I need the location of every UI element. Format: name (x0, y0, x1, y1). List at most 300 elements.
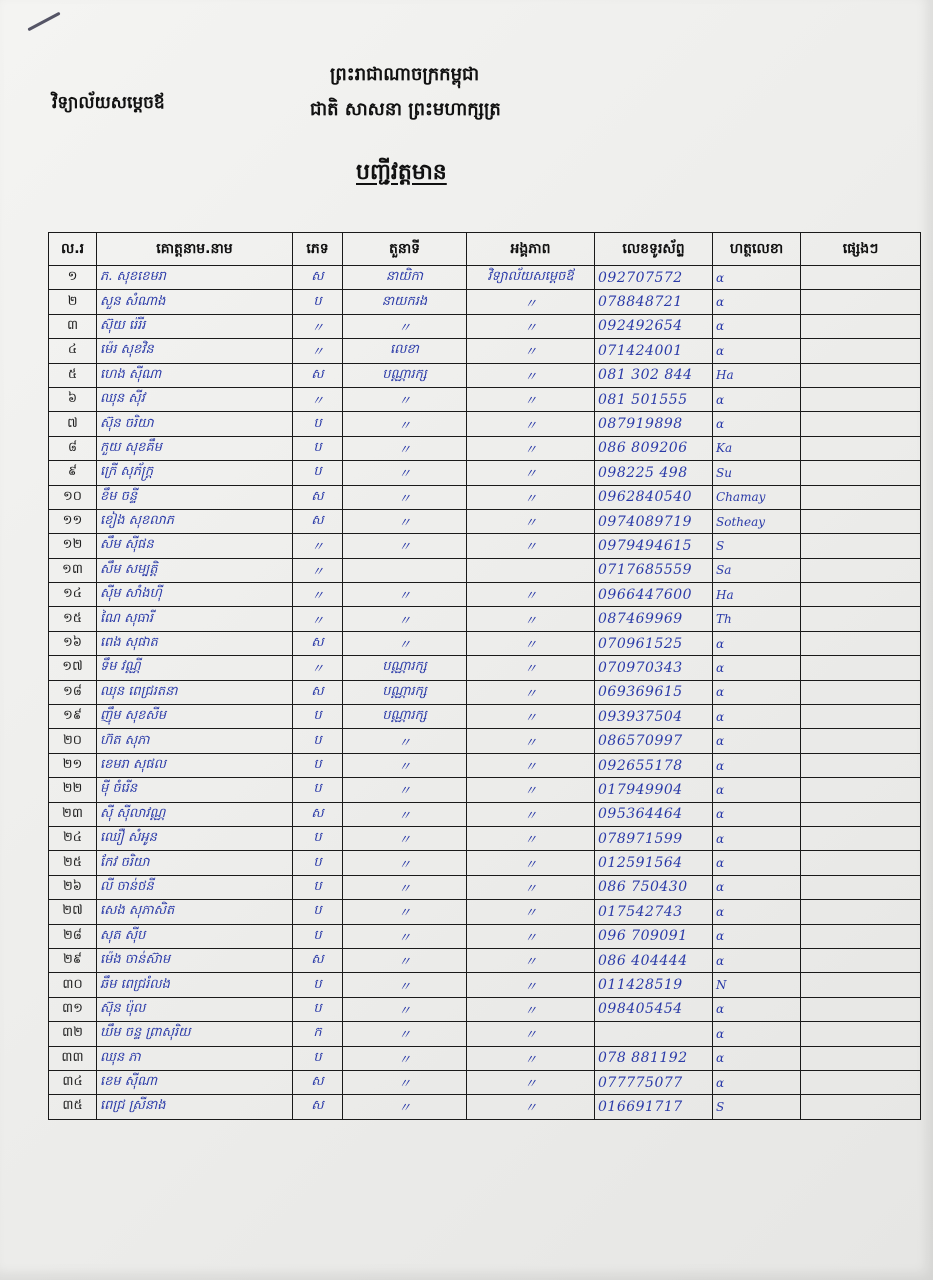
row-phone (595, 1022, 713, 1046)
row-number: ១៤ (49, 583, 97, 607)
row-other (801, 558, 921, 582)
row-name: កួយ សុខគឹម (97, 436, 293, 460)
row-role: 〃 (343, 509, 467, 533)
row-unit: 〃 (467, 436, 595, 460)
row-name: ស៊ុន ចរិយា (97, 412, 293, 436)
row-other (801, 314, 921, 338)
row-unit: 〃 (467, 363, 595, 387)
row-sex: ស (293, 363, 343, 387)
row-other (801, 485, 921, 509)
row-role: បណ្ណារក្ស (343, 363, 467, 387)
row-number: ៣២ (49, 1022, 97, 1046)
row-unit: 〃 (467, 387, 595, 411)
table-row (49, 1046, 921, 1070)
row-number: ៣៥ (49, 1095, 97, 1119)
row-unit: 〃 (467, 1070, 595, 1094)
row-role: 〃 (343, 851, 467, 875)
row-name: ឈុន ភា (97, 1046, 293, 1070)
row-phone: 078971599 (595, 826, 713, 850)
row-name: ឈឿ សំអូន (97, 826, 293, 850)
row-name: ខេម ស៊ីណា (97, 1070, 293, 1094)
row-signature: ɑ (713, 875, 801, 899)
row-sex: ស (293, 680, 343, 704)
row-sex: ប (293, 826, 343, 850)
row-number: ១០ (49, 485, 97, 509)
row-other (801, 339, 921, 363)
row-sex: 〃 (293, 534, 343, 558)
row-number: ៤ (49, 339, 97, 363)
row-other (801, 656, 921, 680)
row-sex: ស (293, 948, 343, 972)
table-row (49, 583, 921, 607)
row-role: 〃 (343, 973, 467, 997)
row-number: ១៩ (49, 705, 97, 729)
row-unit: 〃 (467, 705, 595, 729)
row-name: ម៉េរ សុខវិន (97, 339, 293, 363)
row-other (801, 363, 921, 387)
row-other (801, 534, 921, 558)
row-unit: 〃 (467, 680, 595, 704)
row-role: 〃 (343, 631, 467, 655)
row-name: សឹម ស៊ីផន (97, 534, 293, 558)
row-role: 〃 (343, 485, 467, 509)
row-sex: ប (293, 705, 343, 729)
row-sex: ស (293, 1070, 343, 1094)
row-signature: N (713, 973, 801, 997)
col-sex-header: ភេទ (293, 233, 343, 266)
row-phone: 092655178 (595, 753, 713, 777)
row-other (801, 1070, 921, 1094)
table-row (49, 363, 921, 387)
row-signature: Ha (713, 583, 801, 607)
row-unit (467, 558, 595, 582)
row-unit: 〃 (467, 656, 595, 680)
row-name: លី ចាន់ថនី (97, 875, 293, 899)
table-row (49, 680, 921, 704)
row-unit: 〃 (467, 778, 595, 802)
row-unit: 〃 (467, 631, 595, 655)
row-phone: 078 881192 (595, 1046, 713, 1070)
row-role: 〃 (343, 875, 467, 899)
row-role: លេខា (343, 339, 467, 363)
row-signature: ɑ (713, 266, 801, 290)
row-phone: 016691717 (595, 1095, 713, 1119)
row-name: ឃឹម ចន្ទ ព្រាសុរិយ (97, 1022, 293, 1046)
row-number: ១២ (49, 534, 97, 558)
table-header-row (49, 233, 921, 266)
row-number: ១ (49, 266, 97, 290)
table-row (49, 997, 921, 1021)
row-number: ២៣ (49, 802, 97, 826)
row-role: នាយករង (343, 290, 467, 314)
row-other (801, 826, 921, 850)
row-number: ២៦ (49, 875, 97, 899)
row-role: 〃 (343, 461, 467, 485)
row-name: ខេមរា សុផល (97, 753, 293, 777)
row-role: បណ្ណារក្ស (343, 656, 467, 680)
row-number: ៨ (49, 436, 97, 460)
row-unit: 〃 (467, 314, 595, 338)
row-sex: 〃 (293, 607, 343, 631)
row-unit: 〃 (467, 290, 595, 314)
row-signature: ɑ (713, 1070, 801, 1094)
row-phone: 0974089719 (595, 509, 713, 533)
row-other (801, 729, 921, 753)
row-signature: Sa (713, 558, 801, 582)
table-row (49, 1022, 921, 1046)
row-signature: ɑ (713, 802, 801, 826)
row-signature: ɑ (713, 656, 801, 680)
row-sex: ស (293, 485, 343, 509)
row-name: សុត ស៊ីប (97, 924, 293, 948)
row-unit: 〃 (467, 412, 595, 436)
table-row (49, 436, 921, 460)
row-other (801, 266, 921, 290)
row-unit: 〃 (467, 973, 595, 997)
row-phone: 071424001 (595, 339, 713, 363)
row-other (801, 924, 921, 948)
table-row (49, 973, 921, 997)
col-role-header: តួនាទី (343, 233, 467, 266)
row-signature: ɑ (713, 290, 801, 314)
row-unit: 〃 (467, 826, 595, 850)
row-other (801, 290, 921, 314)
row-sex: ស (293, 509, 343, 533)
table-row (49, 753, 921, 777)
national-motto: ជាតិ សាសនា ព្រះមហាក្សត្រ (310, 99, 501, 120)
row-sex: 〃 (293, 558, 343, 582)
row-other (801, 1095, 921, 1119)
row-signature: Th (713, 607, 801, 631)
row-sex: ប (293, 778, 343, 802)
row-other (801, 802, 921, 826)
row-phone: 078848721 (595, 290, 713, 314)
row-signature: ɑ (713, 339, 801, 363)
row-other (801, 509, 921, 533)
row-role: បណ្ណារក្ស (343, 705, 467, 729)
row-unit: 〃 (467, 534, 595, 558)
row-name: ស៊ុយ រ៉េរីរ (97, 314, 293, 338)
table-row (49, 509, 921, 533)
table-row (49, 558, 921, 582)
row-number: ២៤ (49, 826, 97, 850)
row-number: ២៩ (49, 948, 97, 972)
table-row (49, 266, 921, 290)
row-number: ២០ (49, 729, 97, 753)
row-role: 〃 (343, 1046, 467, 1070)
row-signature: ɑ (713, 1022, 801, 1046)
row-sex: ស (293, 631, 343, 655)
row-phone: 081 302 844 (595, 363, 713, 387)
row-signature: ɑ (713, 314, 801, 338)
table-row (49, 534, 921, 558)
row-role: 〃 (343, 753, 467, 777)
row-phone: 098225 498 (595, 461, 713, 485)
table-row (49, 802, 921, 826)
row-role: នាយិកា (343, 266, 467, 290)
row-phone: 086 809206 (595, 436, 713, 460)
row-number: ១៥ (49, 607, 97, 631)
row-phone: 087469969 (595, 607, 713, 631)
row-signature: ɑ (713, 631, 801, 655)
row-phone: 0979494615 (595, 534, 713, 558)
table-row (49, 1070, 921, 1094)
row-signature: ɑ (713, 753, 801, 777)
row-phone: 092707572 (595, 266, 713, 290)
row-name: ភ. សុខខេមរា (97, 266, 293, 290)
row-number: ២៥ (49, 851, 97, 875)
row-name: ក្រើ សុភ័ក្ត្រ (97, 461, 293, 485)
table-row (49, 656, 921, 680)
row-sex: ប (293, 412, 343, 436)
col-signature-header: ហត្ថលេខា (713, 233, 801, 266)
row-other (801, 387, 921, 411)
row-role: 〃 (343, 729, 467, 753)
row-phone: 0962840540 (595, 485, 713, 509)
row-sex: ប (293, 973, 343, 997)
col-name-header: គោត្តនាម.នាម (97, 233, 293, 266)
pen-mark (27, 12, 60, 32)
row-unit: 〃 (467, 1095, 595, 1119)
row-number: ៥ (49, 363, 97, 387)
row-signature: Chamay (713, 485, 801, 509)
row-role: 〃 (343, 534, 467, 558)
row-phone: 086 404444 (595, 948, 713, 972)
row-other (801, 436, 921, 460)
row-signature: S (713, 534, 801, 558)
col-unit-header: អង្គភាព (467, 233, 595, 266)
row-unit: 〃 (467, 802, 595, 826)
row-phone: 081 501555 (595, 387, 713, 411)
row-unit: 〃 (467, 339, 595, 363)
row-other (801, 997, 921, 1021)
row-role: បណ្ណារក្ស (343, 680, 467, 704)
row-other (801, 973, 921, 997)
row-other (801, 900, 921, 924)
row-name: ខឹម ចន្ទី (97, 485, 293, 509)
row-role: 〃 (343, 412, 467, 436)
row-sex: ប (293, 851, 343, 875)
row-name: ហ៊ត សុភា (97, 729, 293, 753)
row-number: ១១ (49, 509, 97, 533)
row-role: 〃 (343, 778, 467, 802)
table-row (49, 851, 921, 875)
table-row (49, 387, 921, 411)
row-number: ២១ (49, 753, 97, 777)
row-number: ៣៣ (49, 1046, 97, 1070)
row-sex: 〃 (293, 314, 343, 338)
row-sex: 〃 (293, 387, 343, 411)
row-sex: ប (293, 997, 343, 1021)
row-role: 〃 (343, 387, 467, 411)
row-unit: 〃 (467, 461, 595, 485)
row-name: ណៃ សុធារី (97, 607, 293, 631)
row-signature: ɑ (713, 680, 801, 704)
table-row (49, 924, 921, 948)
row-name: ខៀង សុខលាភ (97, 509, 293, 533)
row-signature: ɑ (713, 729, 801, 753)
row-unit: វិទ្យាល័យសម្តេចឪ (467, 266, 595, 290)
row-name: ស៊ីម សាំងហ៊ី (97, 583, 293, 607)
table-row (49, 778, 921, 802)
row-name: ហេង ស៊ីណា (97, 363, 293, 387)
table-row (49, 826, 921, 850)
row-number: ២៧ (49, 900, 97, 924)
row-number: ៣៤ (49, 1070, 97, 1094)
row-signature: S (713, 1095, 801, 1119)
row-other (801, 583, 921, 607)
row-number: ១៣ (49, 558, 97, 582)
row-number: ១៨ (49, 680, 97, 704)
row-other (801, 461, 921, 485)
row-unit: 〃 (467, 1022, 595, 1046)
row-sex: ក (293, 1022, 343, 1046)
row-signature: ɑ (713, 997, 801, 1021)
row-role: 〃 (343, 583, 467, 607)
row-signature: Ka (713, 436, 801, 460)
row-other (801, 1046, 921, 1070)
table-row (49, 485, 921, 509)
row-sex: ប (293, 924, 343, 948)
row-sex: ប (293, 290, 343, 314)
table-row (49, 607, 921, 631)
row-number: ២៨ (49, 924, 97, 948)
row-other (801, 607, 921, 631)
row-phone: 069369615 (595, 680, 713, 704)
row-role: 〃 (343, 826, 467, 850)
row-unit: 〃 (467, 1046, 595, 1070)
row-signature: ɑ (713, 924, 801, 948)
row-role: 〃 (343, 1095, 467, 1119)
row-role: 〃 (343, 1070, 467, 1094)
row-sex: 〃 (293, 583, 343, 607)
kingdom-heading: ព្រះរាជាណាចក្រកម្ពុជា (330, 64, 480, 85)
row-unit: 〃 (467, 607, 595, 631)
row-other (801, 705, 921, 729)
row-unit: 〃 (467, 851, 595, 875)
row-phone: 077775077 (595, 1070, 713, 1094)
row-sex: ប (293, 729, 343, 753)
row-phone: 095364464 (595, 802, 713, 826)
table-row (49, 461, 921, 485)
row-other (801, 412, 921, 436)
row-unit: 〃 (467, 900, 595, 924)
row-phone: 087919898 (595, 412, 713, 436)
row-number: ៣០ (49, 973, 97, 997)
col-other-header: ផ្សេងៗ (801, 233, 921, 266)
row-signature: ɑ (713, 705, 801, 729)
row-name: ឆឹម ពេជ្ររំលង (97, 973, 293, 997)
row-name: ញ៉ឹម សុខសីម (97, 705, 293, 729)
row-phone: 098405454 (595, 997, 713, 1021)
row-unit: 〃 (467, 729, 595, 753)
row-phone: 017542743 (595, 900, 713, 924)
row-role: 〃 (343, 997, 467, 1021)
row-sex: 〃 (293, 339, 343, 363)
col-no-header: ល.រ (49, 233, 97, 266)
row-phone: 0717685559 (595, 558, 713, 582)
row-name: សេង សុភាសិត (97, 900, 293, 924)
table-row (49, 705, 921, 729)
row-name: សួន សំណាង (97, 290, 293, 314)
row-phone: 086 750430 (595, 875, 713, 899)
row-unit: 〃 (467, 753, 595, 777)
row-role: 〃 (343, 802, 467, 826)
row-sex: ប (293, 900, 343, 924)
table-row (49, 729, 921, 753)
row-signature: Su (713, 461, 801, 485)
row-phone: 0966447600 (595, 583, 713, 607)
table-row (49, 339, 921, 363)
row-role: 〃 (343, 314, 467, 338)
row-other (801, 778, 921, 802)
row-sex: ប (293, 875, 343, 899)
row-name: ម៉ី ចំរើន (97, 778, 293, 802)
row-unit: 〃 (467, 583, 595, 607)
row-phone: 011428519 (595, 973, 713, 997)
row-unit: 〃 (467, 509, 595, 533)
row-name: ឈុន ពេជ្ររតនា (97, 680, 293, 704)
row-number: ១៦ (49, 631, 97, 655)
row-number: ១៧ (49, 656, 97, 680)
row-other (801, 948, 921, 972)
row-name: ពេង សុផាត (97, 631, 293, 655)
row-name: កែវ ចរិយា (97, 851, 293, 875)
row-role: 〃 (343, 900, 467, 924)
row-phone: 070970343 (595, 656, 713, 680)
row-sex: ប (293, 461, 343, 485)
table-row (49, 314, 921, 338)
row-phone: 096 709091 (595, 924, 713, 948)
row-phone: 012591564 (595, 851, 713, 875)
row-signature: ɑ (713, 826, 801, 850)
attendance-table (48, 232, 921, 1120)
table-row (49, 875, 921, 899)
row-name: ស៊ុន ប៉ុល (97, 997, 293, 1021)
row-signature: ɑ (713, 778, 801, 802)
row-unit: 〃 (467, 997, 595, 1021)
row-number: ៦ (49, 387, 97, 411)
row-unit: 〃 (467, 875, 595, 899)
row-signature: Ha (713, 363, 801, 387)
row-phone: 092492654 (595, 314, 713, 338)
row-sex: ប (293, 753, 343, 777)
table-row (49, 631, 921, 655)
row-phone: 017949904 (595, 778, 713, 802)
row-other (801, 1022, 921, 1046)
row-signature: ɑ (713, 851, 801, 875)
row-signature: ɑ (713, 900, 801, 924)
row-role (343, 558, 467, 582)
table-row (49, 1095, 921, 1119)
row-other (801, 875, 921, 899)
row-role: 〃 (343, 607, 467, 631)
document-title: បញ្ជីវត្តមាន (356, 160, 447, 185)
row-number: ៣ (49, 314, 97, 338)
row-unit: 〃 (467, 924, 595, 948)
table-row (49, 948, 921, 972)
row-role: 〃 (343, 924, 467, 948)
row-role: 〃 (343, 436, 467, 460)
row-sex: ស (293, 1095, 343, 1119)
row-phone: 070961525 (595, 631, 713, 655)
row-number: ៧ (49, 412, 97, 436)
row-sex: ស (293, 266, 343, 290)
row-sex: ប (293, 1046, 343, 1070)
row-unit: 〃 (467, 485, 595, 509)
row-sex: ប (293, 436, 343, 460)
row-sex: 〃 (293, 656, 343, 680)
